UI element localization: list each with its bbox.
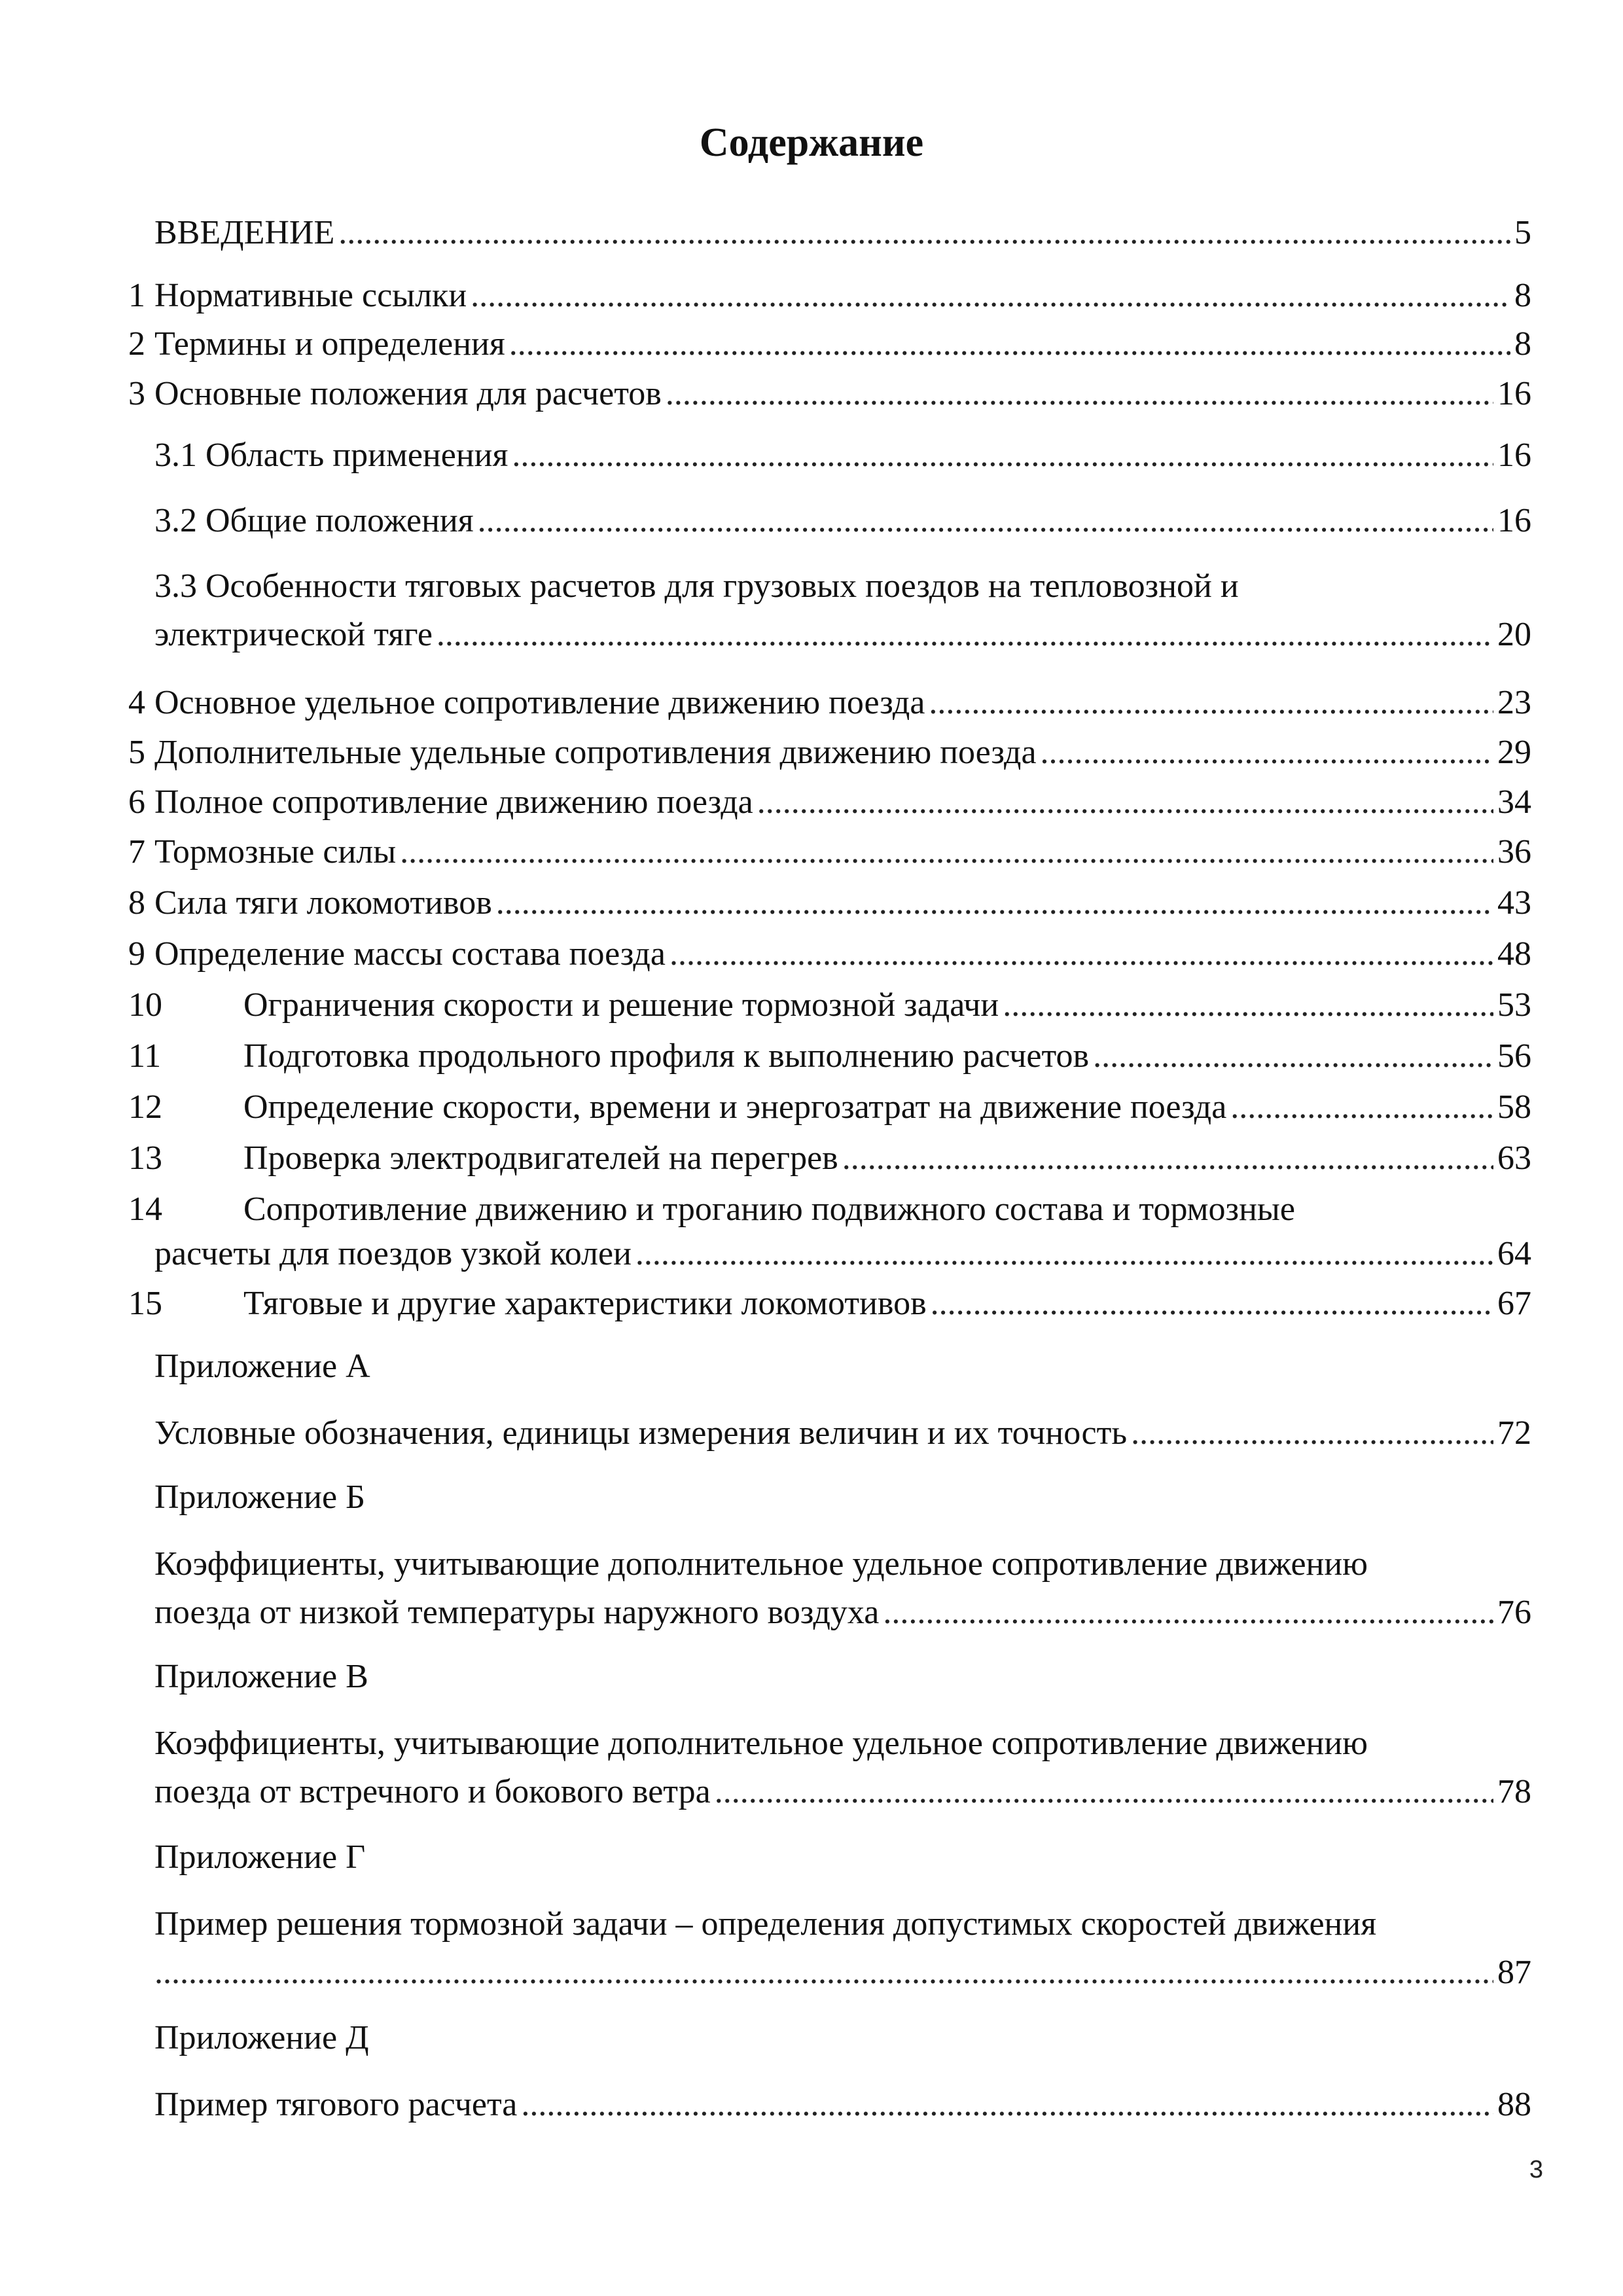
toc-entry-11[interactable] [128,1030,1531,1083]
toc-entry-number: 13 [128,1139,162,1177]
toc-entry-text: Определение массы состава поезда [154,935,666,973]
toc-entry-number: 3 [128,375,145,412]
toc-entry-page: 36 [1497,833,1531,870]
dot-leader [496,877,1493,929]
appendix-b-label: Приложение Б [154,1479,365,1516]
toc-entry-page: 29 [1497,734,1531,771]
dot-leader [842,1132,1493,1185]
toc-entry-page: 8 [1514,277,1531,314]
toc-entry-page: 76 [1497,1594,1531,1631]
toc-entry-number: 5 [128,734,145,771]
toc-entry-page: 63 [1497,1139,1531,1177]
toc-entry-number: 2 [128,325,145,363]
toc-entry-page: 67 [1497,1285,1531,1322]
toc-entry-text: ВВЕДЕНИЕ [154,214,335,251]
toc-entry-text: Основное удельное сопротивление движению поезда [154,684,925,721]
toc-entry-text: расчеты для поездов узкой колеи [154,1235,632,1272]
toc-entry-page: 8 [1514,325,1531,363]
toc-entry-page: 72 [1497,1414,1531,1452]
toc-entry-12[interactable] [128,1081,1531,1134]
dot-leader [512,429,1493,482]
toc-entry-number: 14 [128,1191,162,1228]
toc-entry-page: 5 [1514,214,1531,251]
toc-entry-3[interactable] [128,368,1531,420]
toc-entry-text: Тормозные силы [154,833,397,870]
dot-leader [757,776,1493,829]
toc-entry-3-1[interactable] [154,429,1531,482]
appendix-a-label: Приложение А [154,1348,370,1385]
toc-entry-number: 1 [128,277,145,314]
toc-entry-number: 6 [128,783,145,821]
toc-entry-text: Основные положения для расчетов [154,375,662,412]
dot-leader [883,1587,1493,1639]
toc-entry-number: 11 [128,1037,162,1075]
dot-leader [1131,1407,1493,1460]
toc-entry-page: 43 [1497,884,1531,922]
dot-leader [635,1228,1493,1280]
toc-entry-page: 20 [1497,616,1531,653]
toc-entry-text: поезда от встречного и бокового ветра [154,1773,711,1810]
toc-entry-text: Ограничения скорости и решение тормозной задачи [243,986,999,1024]
toc-entry-text: Сопротивление движению и троганию подвижного состава и тормозные [243,1191,1295,1228]
toc-entry-text: Тяговые и другие характеристики локомотивов [243,1285,927,1322]
dot-leader [1093,1030,1493,1083]
toc-entry-3-3[interactable] [154,609,1531,661]
toc-entry-page: 53 [1497,986,1531,1024]
dot-leader [154,1946,1493,1999]
dot-leader [931,1278,1493,1330]
toc-appendix-g[interactable] [154,1946,1531,1999]
toc-entry-page: 64 [1497,1235,1531,1272]
dot-leader [437,609,1493,661]
toc-appendix-b-text[interactable]: Коэффициенты, учитывающие дополнительное удельное сопротивление движению [154,1545,1368,1583]
appendix-g-label: Приложение Г [154,1839,366,1876]
toc-appendix-d[interactable] [154,2079,1531,2131]
toc-entry-page: 48 [1497,935,1531,973]
dot-leader [1041,726,1493,779]
toc-entry-text: Проверка электродвигателей на перегрев [243,1139,838,1177]
toc-entry-text: Пример тягового расчета [154,2086,518,2123]
toc-entry-number: 4 [128,684,145,721]
toc-entry-number: 9 [128,935,145,973]
toc-appendix-g-text[interactable]: Пример решения тормозной задачи – определения допустимых скоростей движения [154,1905,1377,1943]
toc-entry-text: поезда от низкой температуры наружного воздуха [154,1594,880,1631]
toc-entry-4[interactable] [128,677,1531,729]
toc-entry-page: 16 [1497,375,1531,412]
toc-entry-text: электрической тяге [154,616,433,653]
dot-leader [400,826,1493,878]
toc-entry-text: Нормативные ссылки [154,277,467,314]
toc-entry-3-3-text[interactable]: 3.3 Особенности тяговых расчетов для грузовых поездов на тепловозной и [154,567,1239,605]
toc-entry-page: 88 [1497,2086,1531,2123]
toc-appendix-v-text[interactable]: Коэффициенты, учитывающие дополнительное удельное сопротивление движению [154,1725,1368,1762]
dot-leader [471,270,1510,322]
toc-entry-text: Условные обозначения, единицы измерения величин и их точность [154,1414,1128,1452]
appendix-d-label: Приложение Д [154,2019,369,2056]
toc-entry-text: 3.2 Общие положения [154,502,474,539]
toc-entry-page: 87 [1497,1954,1531,1991]
dot-leader [521,2079,1493,2131]
toc-appendix-v[interactable] [154,1766,1531,1818]
toc-entry-introduction[interactable] [154,207,1531,259]
toc-entry-3-2[interactable] [154,495,1531,547]
toc-entry-text: Сила тяги локомотивов [154,884,492,922]
toc-entry-14[interactable] [154,1228,1531,1280]
toc-entry-text: Дополнительные удельные сопротивления движению поезда [154,734,1037,771]
toc-entry-6[interactable] [128,776,1531,829]
toc-entry-2[interactable] [128,318,1531,370]
toc-entry-number: 12 [128,1088,162,1126]
toc-entry-page: 58 [1497,1088,1531,1126]
dot-leader [338,207,1510,259]
page-number: 3 [1529,2156,1543,2183]
toc-entry-15[interactable] [128,1278,1531,1330]
toc-entry-8[interactable] [128,877,1531,929]
dot-leader [669,928,1493,980]
toc-appendix-a[interactable] [154,1407,1531,1460]
toc-entry-page: 34 [1497,783,1531,821]
toc-entry-number: 15 [128,1285,162,1322]
toc-entry-number: 7 [128,833,145,870]
page-title: Содержание [699,120,924,165]
toc-entry-1[interactable] [128,270,1531,322]
toc-entry-text: Подготовка продольного профиля к выполнению расчетов [243,1037,1090,1075]
toc-entry-page: 16 [1497,437,1531,474]
toc-entry-number: 8 [128,884,145,922]
toc-entry-7[interactable] [128,826,1531,878]
toc-entry-text: Термины и определения [154,325,505,363]
toc-entry-text: 3.1 Область применения [154,437,508,474]
dot-leader [509,318,1510,370]
toc-entry-page: 16 [1497,502,1531,539]
toc-entry-text: Определение скорости, времени и энергозатрат на движение поезда [243,1088,1227,1126]
appendix-v-label: Приложение В [154,1658,368,1695]
dot-leader [478,495,1493,547]
toc-entry-5[interactable] [128,726,1531,779]
toc-entry-page: 56 [1497,1037,1531,1075]
toc-entry-13[interactable] [128,1132,1531,1185]
toc-appendix-b[interactable] [154,1587,1531,1639]
toc-entry-9[interactable] [128,928,1531,980]
toc-entry-10[interactable] [128,979,1531,1031]
dot-leader [1230,1081,1493,1134]
dot-leader [1003,979,1493,1031]
dot-leader [715,1766,1493,1818]
toc-entry-page: 78 [1497,1773,1531,1810]
toc-entry-number: 10 [128,986,162,1024]
dot-leader [666,368,1493,420]
dot-leader [929,677,1493,729]
toc-entry-page: 23 [1497,684,1531,721]
toc-entry-text: Полное сопротивление движению поезда [154,783,753,821]
